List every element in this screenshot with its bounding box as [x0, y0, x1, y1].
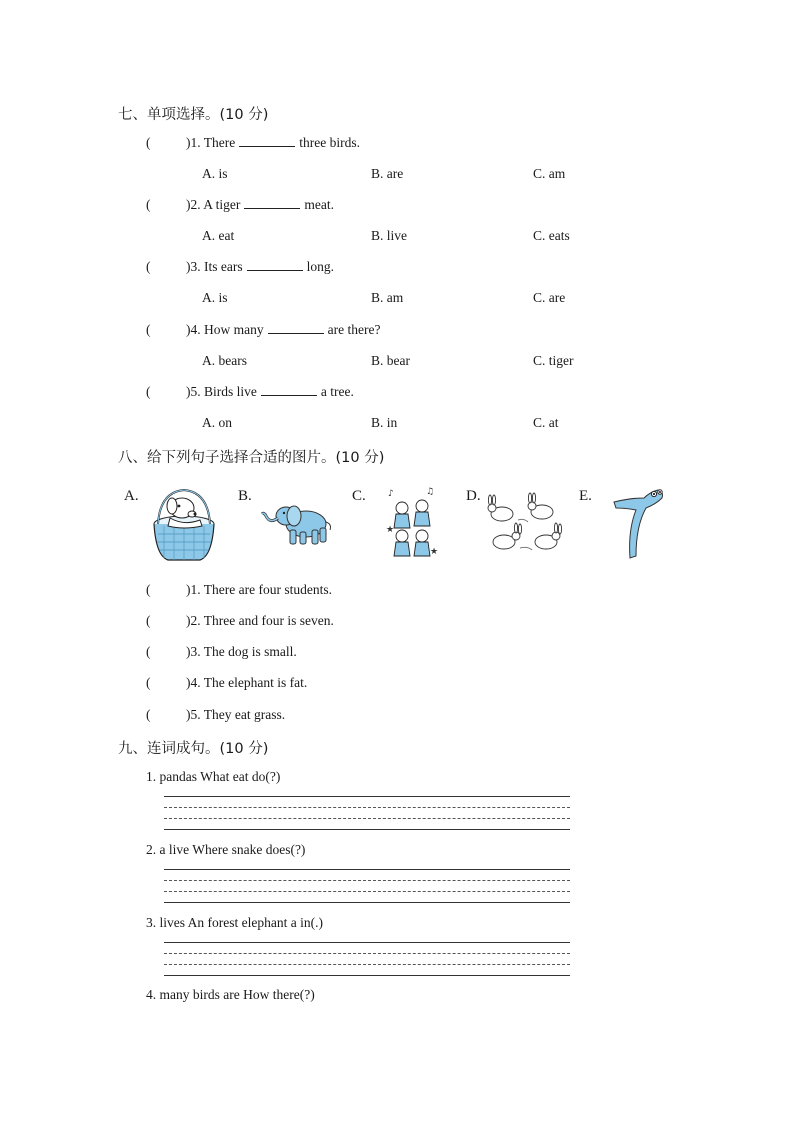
- sentence-item-1: 1. pandas What eat do(?): [146, 769, 281, 784]
- svg-text:♪: ♪: [388, 489, 394, 499]
- option-a: A. is: [202, 290, 228, 305]
- option-a: A. is: [202, 166, 228, 181]
- sentence-text: )5. They eat grass.: [186, 707, 286, 722]
- answer-paren[interactable]: (: [146, 259, 151, 274]
- answer-paren[interactable]: (: [146, 707, 151, 722]
- question-text-before: How many: [204, 322, 264, 337]
- option-c: C. eats: [533, 228, 570, 243]
- option-c: C. are: [533, 290, 566, 305]
- option-b: B. am: [371, 290, 404, 305]
- question-number: )1.: [186, 135, 201, 150]
- four-students-icon: [384, 484, 440, 562]
- question-text-before: Birds live: [204, 384, 257, 399]
- question-text-after: meat.: [304, 197, 335, 212]
- answer-paren[interactable]: (: [146, 197, 151, 212]
- answer-paren[interactable]: (: [146, 675, 151, 690]
- question-text-before: Its ears: [204, 259, 243, 274]
- rabbits-icon: [486, 492, 566, 556]
- picture-label-c: C.: [352, 488, 366, 504]
- option-b: B. are: [371, 166, 404, 181]
- dog-in-basket-icon: [148, 486, 220, 564]
- choice-question-4: [146, 322, 380, 338]
- answer-paren[interactable]: (: [146, 384, 151, 399]
- match-sentence-2: [146, 613, 334, 629]
- option-c: C. at: [533, 415, 559, 430]
- question-text-before: A tiger: [203, 197, 241, 212]
- question-text-after: a tree.: [320, 384, 354, 399]
- number-seven-icon: [610, 486, 668, 562]
- picture-label-a: A.: [124, 488, 139, 504]
- answer-blank[interactable]: [247, 259, 303, 271]
- writing-lines-3[interactable]: [164, 942, 570, 974]
- answer-paren[interactable]: (: [146, 135, 151, 150]
- question-text-after: three birds.: [299, 135, 360, 150]
- sentence-item-2: 2. a live Where snake does(?): [146, 842, 306, 857]
- picture-label-e: E.: [579, 488, 592, 504]
- answer-blank[interactable]: [239, 135, 295, 147]
- option-b: B. live: [371, 228, 407, 243]
- answer-blank[interactable]: [244, 197, 300, 209]
- sentence-text: )2. Three and four is seven.: [186, 613, 334, 628]
- question-number: )2.: [186, 197, 201, 212]
- sentence-item-4: 4. many birds are How there(?): [146, 987, 315, 1002]
- answer-paren[interactable]: (: [146, 613, 151, 628]
- option-a: A. bears: [202, 353, 247, 368]
- section-9-title: 九、连词成句。(10 分): [118, 741, 269, 757]
- choice-question-5: [146, 384, 354, 400]
- writing-lines-1[interactable]: [164, 796, 570, 828]
- choice-question-2: [146, 197, 334, 213]
- option-b: B. in: [371, 415, 398, 430]
- answer-paren[interactable]: (: [146, 322, 151, 337]
- writing-lines-2[interactable]: [164, 869, 570, 901]
- answer-paren[interactable]: (: [146, 644, 151, 659]
- option-a: A. eat: [202, 228, 235, 243]
- section-7-title: 七、单项选择。(10 分): [118, 107, 269, 123]
- picture-label-b: B.: [238, 488, 252, 504]
- question-number: )4.: [186, 322, 201, 337]
- sentence-item-3: 3. lives An forest elephant a in(.): [146, 915, 323, 930]
- svg-text:★: ★: [386, 525, 395, 535]
- answer-paren[interactable]: (: [146, 582, 151, 597]
- svg-text:★: ★: [430, 547, 439, 557]
- question-number: )5.: [186, 384, 201, 399]
- match-sentence-3: [146, 644, 297, 660]
- option-c: C. tiger: [533, 353, 574, 368]
- question-text-after: are there?: [327, 322, 381, 337]
- answer-blank[interactable]: [268, 322, 324, 334]
- choice-question-1: [146, 135, 360, 151]
- elephant-icon: [260, 500, 336, 548]
- question-text-before: There: [203, 135, 236, 150]
- match-sentence-1: [146, 582, 332, 598]
- sentence-text: )1. There are four students.: [186, 582, 332, 597]
- option-a: A. on: [202, 415, 232, 430]
- sentence-text: )3. The dog is small.: [186, 644, 297, 659]
- question-text-after: long.: [306, 259, 334, 274]
- choice-question-3: [146, 259, 334, 275]
- option-b: B. bear: [371, 353, 410, 368]
- sentence-text: )4. The elephant is fat.: [186, 675, 308, 690]
- match-sentence-4: [146, 675, 307, 691]
- match-sentence-5: [146, 707, 285, 723]
- section-8-title: 八、给下列句子选择合适的图片。(10 分): [118, 450, 385, 466]
- picture-label-d: D.: [466, 488, 481, 504]
- option-c: C. am: [533, 166, 566, 181]
- svg-text:♫: ♫: [426, 487, 435, 497]
- question-number: )3.: [186, 259, 201, 274]
- answer-blank[interactable]: [261, 384, 317, 396]
